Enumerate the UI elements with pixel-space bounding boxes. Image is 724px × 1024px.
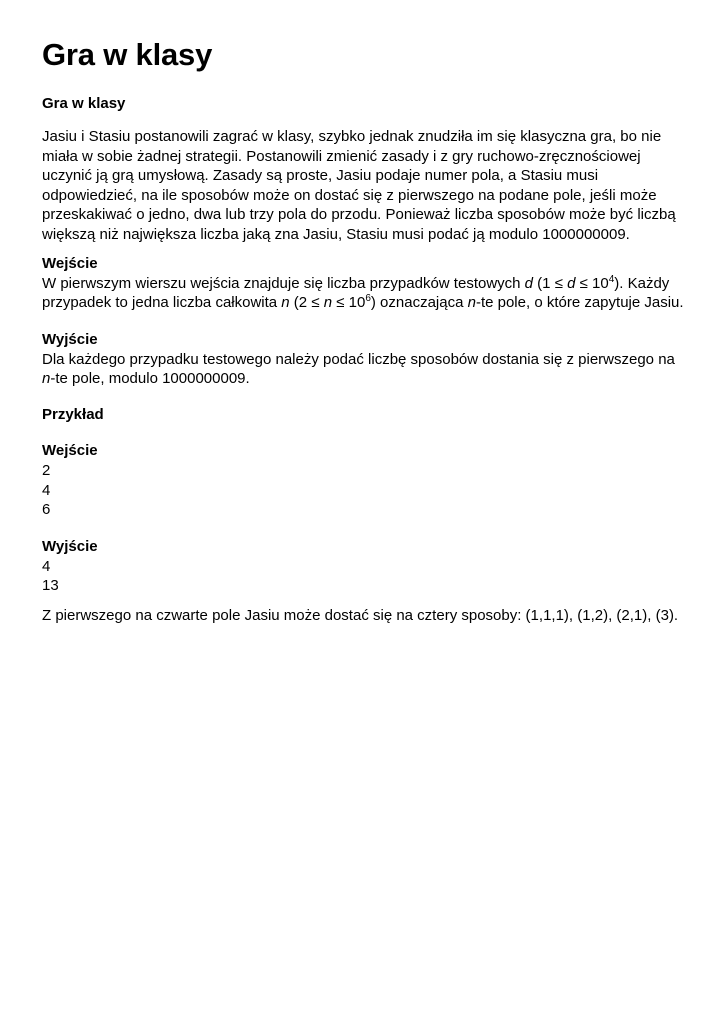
example-output	[42, 557, 692, 596]
input-text-5: (2 ≤	[289, 294, 324, 312]
example-output-line: 13	[42, 577, 59, 595]
var-d: d	[524, 274, 534, 292]
var-n: n	[281, 294, 290, 312]
exponent-4: 4	[608, 273, 615, 285]
example-output-line: 4	[42, 557, 51, 575]
input-heading: Wejście	[42, 254, 98, 272]
output-heading: Wyjście	[42, 330, 98, 348]
example-input-heading: Wejście	[42, 441, 98, 459]
input-text-2: (1 ≤	[533, 274, 568, 292]
input-text-3: ≤ 10	[575, 274, 609, 292]
problem-subtitle: Gra w klasy	[42, 95, 126, 112]
input-section	[42, 254, 692, 313]
input-text-4: ). Każdy przypadek to jedna liczba całkowita	[42, 274, 670, 312]
example-input-line: 4	[42, 481, 51, 499]
input-text-7: ) oznaczająca	[370, 294, 468, 312]
input-description	[42, 274, 692, 313]
example-input-line: 6	[42, 501, 51, 519]
example-input	[42, 461, 692, 520]
example-output-heading: Wyjście	[42, 537, 98, 555]
problem-description: Jasiu i Stasiu postanowili zagrać w klasy, szybko jednak znudziła im się klasyczna gra, bo nie miała w sobie żadnej strategii. Postanowili zmienić zasady i z gry ruchowo-zręcznościowej uczynić ją grą umysłową. Zasady są proste, Jasiu podaje numer pola, a Stasiu musi odpowiedzieć, na ile sposobów może on dostać się z pierwszego na podane pole, jeśli może przeskakiwać o jedno, dwa lub trzy pola do przodu. Ponieważ liczba sposobów może być liczbą większą niż największa liczba jaką zna Jasiu, Stasiu musi podać ją modulo 1000000009.	[42, 128, 676, 243]
exponent-6: 6	[365, 293, 371, 305]
input-text-6: ≤ 10	[332, 294, 366, 312]
example-note: Z pierwszego na czwarte pole Jasiu może dostać się na cztery sposoby: (1,1,1), (1,2), (2,1), (3).	[42, 606, 679, 624]
example-heading: Przykład	[42, 405, 104, 423]
example-input-line: 2	[42, 461, 51, 479]
var-d-2: d	[567, 274, 576, 292]
output-description	[42, 350, 692, 389]
page-title: Gra w klasy	[42, 37, 213, 72]
input-text-8: -te pole, o które zapytuje Jasiu.	[475, 294, 684, 312]
output-section	[42, 330, 692, 389]
var-n-output: n	[42, 370, 51, 388]
output-text-1: Dla każdego przypadku testowego należy podać liczbę sposobów dostania się z pierwszego na	[42, 350, 675, 368]
var-n-2: n	[323, 294, 333, 312]
var-n-3: n	[467, 294, 476, 312]
document-page	[42, 36, 692, 626]
input-text-1: W pierwszym wierszu wejścia znajduje się liczba przypadków testowych	[42, 274, 525, 292]
output-text-2: -te pole, modulo 1000000009.	[50, 370, 250, 388]
